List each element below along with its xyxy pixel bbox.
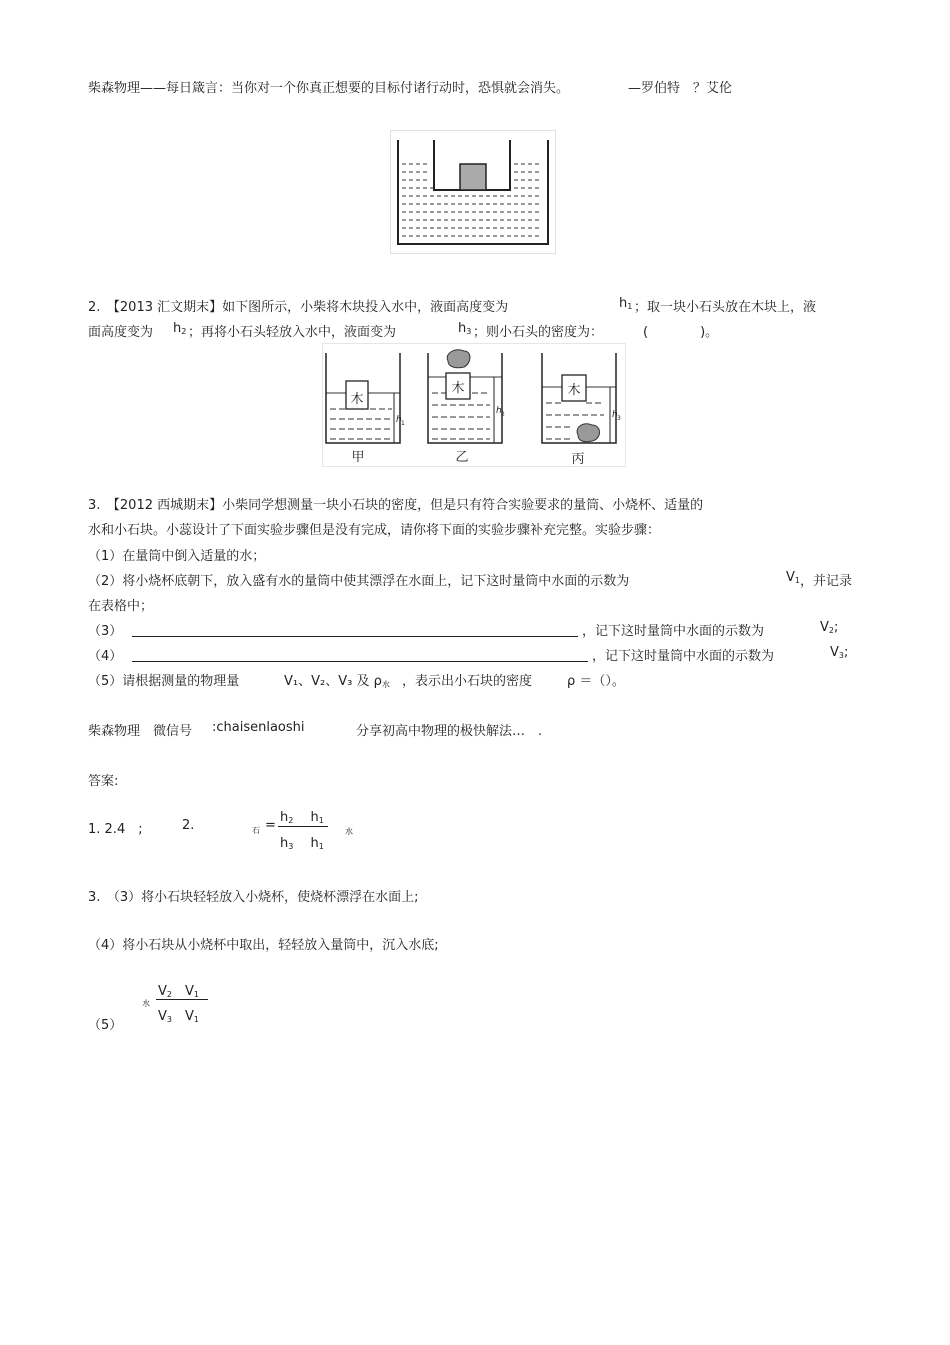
q3-line1: 3. 【2012 西城期末】小柴同学想测量一块小石块的密度，但是只有符合实验要求的量筒、小烧杯、适量的 (88, 498, 704, 513)
q2-answer-blank: ( )。 (643, 325, 719, 340)
q3-step1: （1）在量筒中倒入适量的水； (88, 549, 266, 564)
block-yi: 木 (451, 381, 465, 396)
footer-slogan: 分享初高中物理的极快解法… . (356, 724, 543, 739)
q3-step5-vars: V₁、V₂、V₃ 及 $\rho_水$ (284, 674, 390, 689)
q2-h2: $h_2$ (173, 321, 187, 336)
answer-3-rho-water: 水 (142, 999, 150, 1008)
q2-h1: $h_1$ (619, 296, 633, 311)
q3-step4-v3: $V_3$; (830, 645, 849, 660)
svg-text:h: h (496, 406, 502, 416)
q3-step4-blank[interactable] (132, 661, 588, 662)
svg-text:3: 3 (617, 415, 621, 422)
answer-3-step4: （4）将小石块从小烧杯中取出，轻轻放入量筒中，沉入水底; (88, 938, 439, 953)
q3-step5-b: ，表示出小石块的密度 (402, 674, 533, 689)
footer-brand: 柴森物理 微信号 (88, 724, 193, 739)
svg-text:2: 2 (501, 411, 505, 418)
q2-line1-a: 2. 【2013 汇文期末】如下图所示，小柴将木块投入水中，液面高度变为 (88, 300, 509, 315)
q2-h3: $h_3$ (458, 321, 472, 336)
answer-3-denominator: $V_3$ $V_1$ (158, 1009, 199, 1024)
q3-step3-v2: $V_2$; (820, 620, 839, 635)
q3-step3-label: （3） (88, 624, 123, 639)
q3-step2-v1: $V_1$ (786, 570, 800, 585)
header-author: —罗伯特 ？艾伦 (628, 81, 733, 96)
q3-step2-a: （2）将小烧杯底朝下，放入盛有水的量筒中使其漂浮在水面上，记下这时量筒中水面的示数为 (88, 574, 630, 589)
answer-2-label: 2. (182, 818, 195, 833)
answers-title: 答案: (88, 774, 119, 789)
answer-2-rho-stone: 石 (252, 826, 260, 835)
svg-text:h: h (396, 415, 402, 425)
label-jia: 甲 (351, 450, 365, 465)
q3-step3-blank[interactable] (132, 636, 578, 637)
q2-line1-b: ；取一块小石头放在木块上，液 (634, 300, 817, 315)
q3-line2: 水和小石块。小蕊设计了下面实验步骤但是没有完成，请你将下面的实验步骤补充完整。实验步骤： (88, 523, 661, 538)
figure-three-containers (322, 343, 626, 471)
answer-3-step3: 3. （3）将小石块轻轻放入小烧杯，使烧杯漂浮在水面上; (88, 890, 419, 905)
label-bing: 丙 (571, 452, 585, 467)
footer-wechat: :chaisenlaoshi (212, 720, 305, 735)
block-bing: 木 (567, 383, 581, 398)
answer-2-denominator: $h_3$ $h_1$ (280, 836, 324, 851)
q3-step2-b: ，并记录 (800, 574, 853, 589)
answer-2-numerator: $h_2$ $h_1$ (280, 810, 324, 825)
answer-3-step5-label: （5） (88, 1018, 123, 1033)
answer-1: 1. 2.4 ; (88, 822, 143, 837)
q3-step4-label: （4） (88, 649, 123, 664)
answer-3-fraction-bar (156, 999, 208, 1000)
answer-2-fraction-bar (278, 826, 328, 827)
q3-step5-a: （5）请根据测量的物理量 (88, 674, 240, 689)
q2-line2-b: ；再将小石头轻放入水中，液面变为 (188, 325, 397, 340)
label-yi: 乙 (455, 450, 469, 465)
q2-line2-c: ；则小石头的密度为： (473, 325, 604, 340)
q2-line2-a: 面高度变为 (88, 325, 154, 340)
q3-step4-tail: ，记下这时量筒中水面的示数为 (592, 649, 775, 664)
header-quote: 柴森物理——每日箴言：当你对一个你真正想要的目标付诸行动时，恐惧就会消失。 (88, 81, 570, 96)
svg-text:h: h (612, 410, 618, 420)
q3-step5-c: ρ ＝（）。 (567, 674, 625, 689)
svg-text:1: 1 (401, 420, 405, 427)
answer-2-rho-water: 水 (345, 827, 353, 836)
q3-step2-c: 在表格中； (88, 599, 154, 614)
block-jia: 木 (350, 392, 364, 407)
answer-2-equals: = (265, 818, 276, 833)
answer-3-numerator: $V_2$ $V_1$ (158, 984, 199, 999)
figure-container-block (390, 130, 556, 258)
q3-step3-tail: ，记下这时量筒中水面的示数为 (582, 624, 765, 639)
